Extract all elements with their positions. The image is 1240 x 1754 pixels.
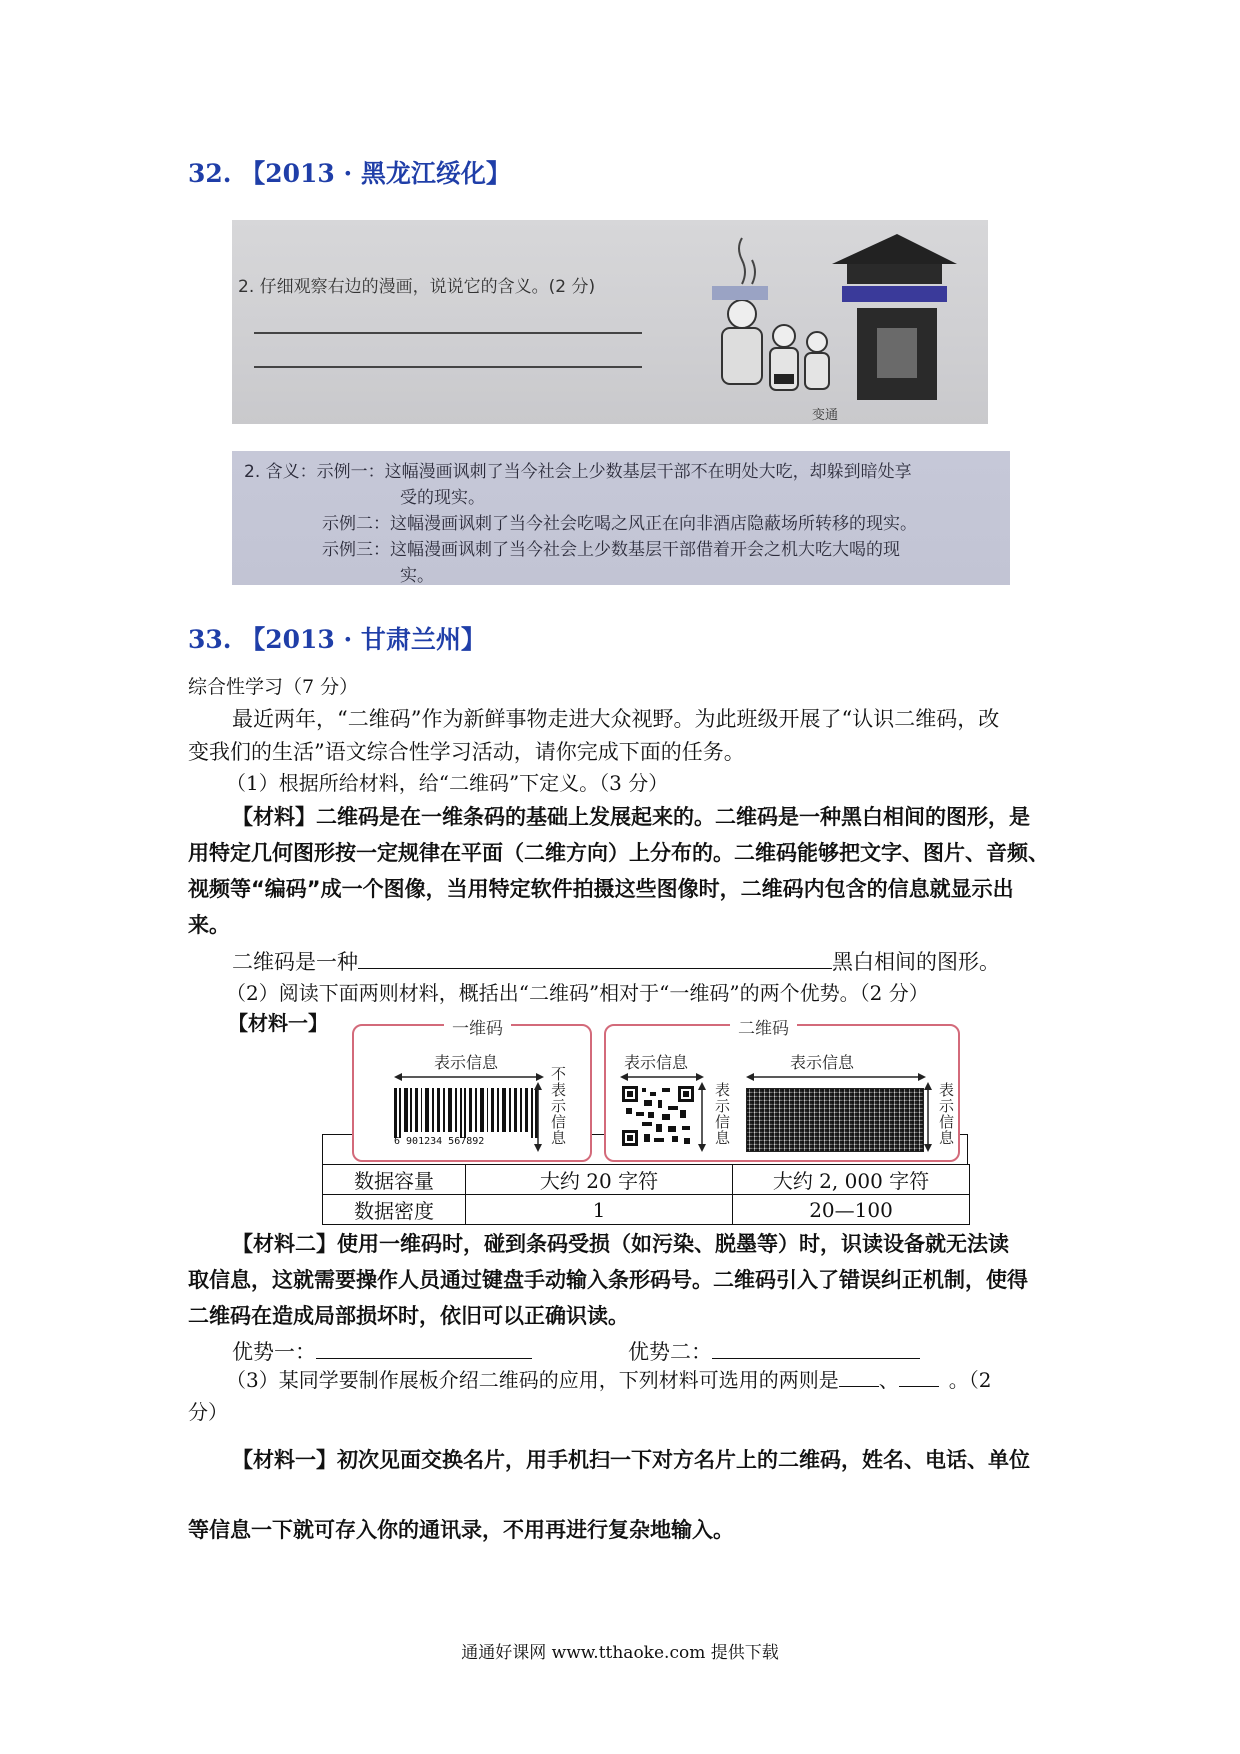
material-three-line-1: 【材料一】初次见面交换名片，用手机扫一下对方名片上的二维码，姓名、电话、单位 <box>232 1448 1030 1472</box>
advantage-one-label: 优势一： <box>232 1340 316 1364</box>
dense-2d-code-graphic <box>746 1088 924 1152</box>
answer-line <box>254 366 642 368</box>
one-d-value: 大约 20 字符 <box>466 1165 733 1195</box>
material-line-3: 视频等“编码”成一个图像，当用特定软件拍摄这些图像时，二维码内包含的信息就显示出 <box>188 877 1014 901</box>
choice-blank-2[interactable] <box>899 1385 939 1387</box>
vertical-arrow <box>922 1082 934 1152</box>
material-two-line-1: 【材料二】使用一维码时，碰到条码受损（如污染、脱墨等）时，识读设备就无法读 <box>232 1232 1009 1256</box>
answer-line-2: 受的现实。 <box>400 488 485 508</box>
show-info-label: 表示信息 <box>434 1053 499 1072</box>
advantage-one <box>232 1336 532 1366</box>
comic-illustration <box>682 224 982 414</box>
material-line-2: 用特定几何图形按一定规律在平面（二维方向）上分布的。二维码能够把文字、图片、音频、 <box>188 841 1049 865</box>
span-arrow <box>394 1070 544 1084</box>
answer-line <box>254 332 642 334</box>
show-info-label-large-code: 表示信息 <box>790 1053 855 1072</box>
material-line-1: 【材料】二维码是在一维条码的基础上发展起来的。二维码是一种黑白相间的图形，是 <box>232 805 1030 829</box>
material-line-4: 来。 <box>188 913 230 937</box>
material-two-line-3: 二维码在造成局部损坏时，依旧可以正确识读。 <box>188 1304 629 1328</box>
task-3-separator: 、 <box>878 1368 899 1392</box>
task-2: （2）阅读下面两则材料，概括出“二维码”相对于“一维码”的两个优势。（2 分） <box>226 981 929 1005</box>
definition-suffix: 黑白相间的图形。 <box>832 950 1000 974</box>
material-one-label: 【材料一】 <box>228 1011 328 1035</box>
span-arrow <box>620 1070 704 1084</box>
no-info-vertical-label: 不表示信息 <box>549 1066 567 1146</box>
advantage-two-blank[interactable] <box>712 1357 920 1359</box>
span-arrow <box>746 1070 926 1084</box>
answer-line-1: 2. 含义：示例一：这幅漫画讽刺了当今社会上少数基层干部不在明处大吃，却躲到暗处享 <box>244 462 912 482</box>
answer-line-3: 示例二：这幅漫画讽刺了当今社会吃喝之风正在向非酒店隐蔽场所转移的现实。 <box>322 514 917 534</box>
task-3-points: 。（2 <box>948 1368 992 1392</box>
task-3-line-2: 分） <box>188 1400 228 1424</box>
row-label: 数据容量 <box>323 1165 466 1195</box>
barcode-digits: 6 901234 567892 <box>394 1136 485 1147</box>
advantage-two <box>628 1336 920 1366</box>
info-vertical-label-large-code: 表示信息 <box>937 1082 955 1146</box>
vertical-arrow <box>532 1082 544 1152</box>
barcode-graphic <box>394 1088 540 1138</box>
choice-blank-1[interactable] <box>839 1385 879 1387</box>
task-3-text: （3）某同学要制作展板介绍二维码的应用，下列材料可选用的两则是 <box>226 1368 839 1392</box>
two-d-value: 大约 2, 000 字符 <box>733 1165 970 1195</box>
intro-line-1: 最近两年，“二维码”作为新鲜事物走进大众视野。为此班级开展了“认识二维码，改 <box>232 707 1000 731</box>
comic-caption: 变通 <box>812 408 839 423</box>
question-33-heading: 33. 【2013 · 甘肃兰州】 <box>188 625 486 654</box>
answer-image <box>232 451 1010 585</box>
show-info-label-small-qr: 表示信息 <box>624 1053 689 1072</box>
one-d-panel <box>352 1019 592 1162</box>
two-d-title: 二维码 <box>730 1014 797 1039</box>
advantage-one-blank[interactable] <box>316 1357 532 1359</box>
task-3 <box>226 1364 991 1393</box>
one-d-title: 一维码 <box>444 1014 511 1039</box>
material-two-line-2: 取信息，这就需要操作人员通过键盘手动输入条形码号。二维码引入了错误纠正机制，使得 <box>188 1268 1028 1292</box>
definition-blank[interactable] <box>358 967 832 969</box>
vertical-arrow <box>696 1082 708 1152</box>
definition-prefix: 二维码是一种 <box>232 950 358 974</box>
section-title: 综合性学习（7 分） <box>188 676 359 698</box>
row-label: 数据密度 <box>323 1195 466 1225</box>
two-d-value: 20—100 <box>733 1195 970 1225</box>
definition-line <box>232 946 1000 976</box>
comic-question-image <box>232 220 988 424</box>
advantage-two-label: 优势二： <box>628 1340 712 1364</box>
task-1: （1）根据所给材料，给“二维码”下定义。（3 分） <box>226 771 669 795</box>
answer-line-5: 实。 <box>400 566 434 585</box>
info-vertical-label-small-qr: 表示信息 <box>713 1082 731 1146</box>
table-row <box>323 1165 970 1195</box>
intro-line-2: 变我们的生活”语文综合性学习活动，请你完成下面的任务。 <box>188 740 745 764</box>
question-32-heading: 32. 【2013 · 黑龙江绥化】 <box>188 159 511 188</box>
capacity-table <box>322 1164 970 1225</box>
table-row <box>323 1195 970 1225</box>
two-d-panel <box>604 1019 960 1162</box>
page-footer: 通通好课网 www.tthaoke.com 提供下载 <box>461 1643 779 1663</box>
qr-code-graphic <box>622 1086 694 1146</box>
one-d-value: 1 <box>466 1195 733 1225</box>
material-three-line-2: 等信息一下就可存入你的通讯录，不用再进行复杂地输入。 <box>188 1518 734 1542</box>
comic-question-text: 2. 仔细观察右边的漫画，说说它的含义。(2 分) <box>238 277 596 297</box>
answer-line-4: 示例三：这幅漫画讽刺了当今社会上少数基层干部借着开会之机大吃大喝的现 <box>322 540 900 560</box>
